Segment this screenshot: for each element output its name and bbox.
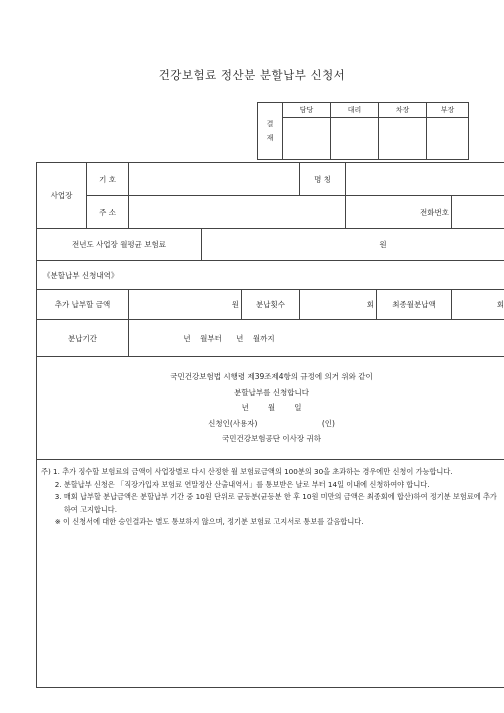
installments-unit: 회 <box>366 300 375 309</box>
page-title: 건강보험료 정산분 분할납부 신청서 <box>158 68 346 82</box>
name-field[interactable] <box>346 163 504 196</box>
final-month-field[interactable] <box>452 290 504 320</box>
code-field[interactable] <box>129 163 300 196</box>
avg-premium-field[interactable] <box>202 229 504 261</box>
code-label: 기 호 <box>87 163 129 196</box>
declaration-line2: 분할납부를 신청합니다 <box>234 387 309 397</box>
declaration-addressee: 국민건강보험공단 이사장 귀하 <box>222 434 321 444</box>
period-label: 분납기간 <box>37 320 129 357</box>
approval-header-deputy-manager: 차장 <box>379 103 427 118</box>
additional-amount-field[interactable] <box>129 290 242 320</box>
approval-header-assistant-manager: 대리 <box>331 103 379 118</box>
notes-block <box>37 460 504 688</box>
address-label: 주 소 <box>87 196 129 229</box>
approval-sign-staff[interactable] <box>283 118 331 160</box>
declaration-date: 년 월 일 <box>241 403 302 413</box>
note-item: ※ 이 신청서에 대한 승인결과는 별도 통보하지 않으며, 정기분 보험료 고지서로 통보를 갈음합니다. <box>41 517 364 526</box>
approval-sign-assistant-manager[interactable] <box>331 118 379 160</box>
approval-header-manager: 부장 <box>427 103 469 118</box>
section-title: 《분할납부 신청내역》 <box>37 261 504 290</box>
name-label: 명 칭 <box>300 163 346 196</box>
final-month-unit: 회 <box>496 300 504 309</box>
declaration-block <box>37 357 504 460</box>
installments-label: 분납횟수 <box>242 290 300 320</box>
approval-header-staff: 담당 <box>283 103 331 118</box>
address-field[interactable] <box>129 196 346 229</box>
period-field[interactable] <box>129 320 504 357</box>
final-month-label: 최종월분납액 <box>377 290 452 320</box>
workplace-label: 사업장 <box>37 163 87 229</box>
period-value: 년 월부터 년 월까지 <box>183 333 275 343</box>
approval-label: 결 재 <box>258 103 283 160</box>
approval-box <box>257 102 469 160</box>
note-item: 주) 1. 추가 징수할 보험료의 금액이 사업장별로 다시 산정한 월 보험료금액의 100분의 30을 초과하는 경우에만 신청이 가능합니다. <box>41 467 453 476</box>
phone-field[interactable] <box>452 196 504 229</box>
declaration-applicant: 신청인(사용자) (인) <box>208 418 335 428</box>
approval-sign-manager[interactable] <box>427 118 469 160</box>
application-form <box>36 162 504 688</box>
avg-premium-unit: 원 <box>379 240 387 249</box>
additional-amount-label: 추가 납부할 금액 <box>37 290 129 320</box>
avg-premium-label: 전년도 사업장 월평균 보험료 <box>37 229 202 261</box>
phone-label: 전화번호 <box>346 196 452 229</box>
note-item: 3. 매회 납부할 분납금액은 분할납부 기간 중 10원 단위로 균등분(균등분 한 후 10원 미만의 금액은 최종회에 합산)하여 정기분 보험료에 추가하여 고지합니다. <box>41 492 497 514</box>
additional-amount-unit: 원 <box>231 300 239 309</box>
installments-field[interactable] <box>300 290 377 320</box>
approval-sign-deputy-manager[interactable] <box>379 118 427 160</box>
note-item: 2. 분할납부 신청은 「직장가입자 보험료 연말정산 산출내역서」를 통보받은 날로 부터 14일 이내에 신청하여야 합니다. <box>41 479 430 489</box>
declaration-line1: 국민건강보험법 시행령 제39조제4항의 규정에 의거 위와 같이 <box>170 372 373 382</box>
